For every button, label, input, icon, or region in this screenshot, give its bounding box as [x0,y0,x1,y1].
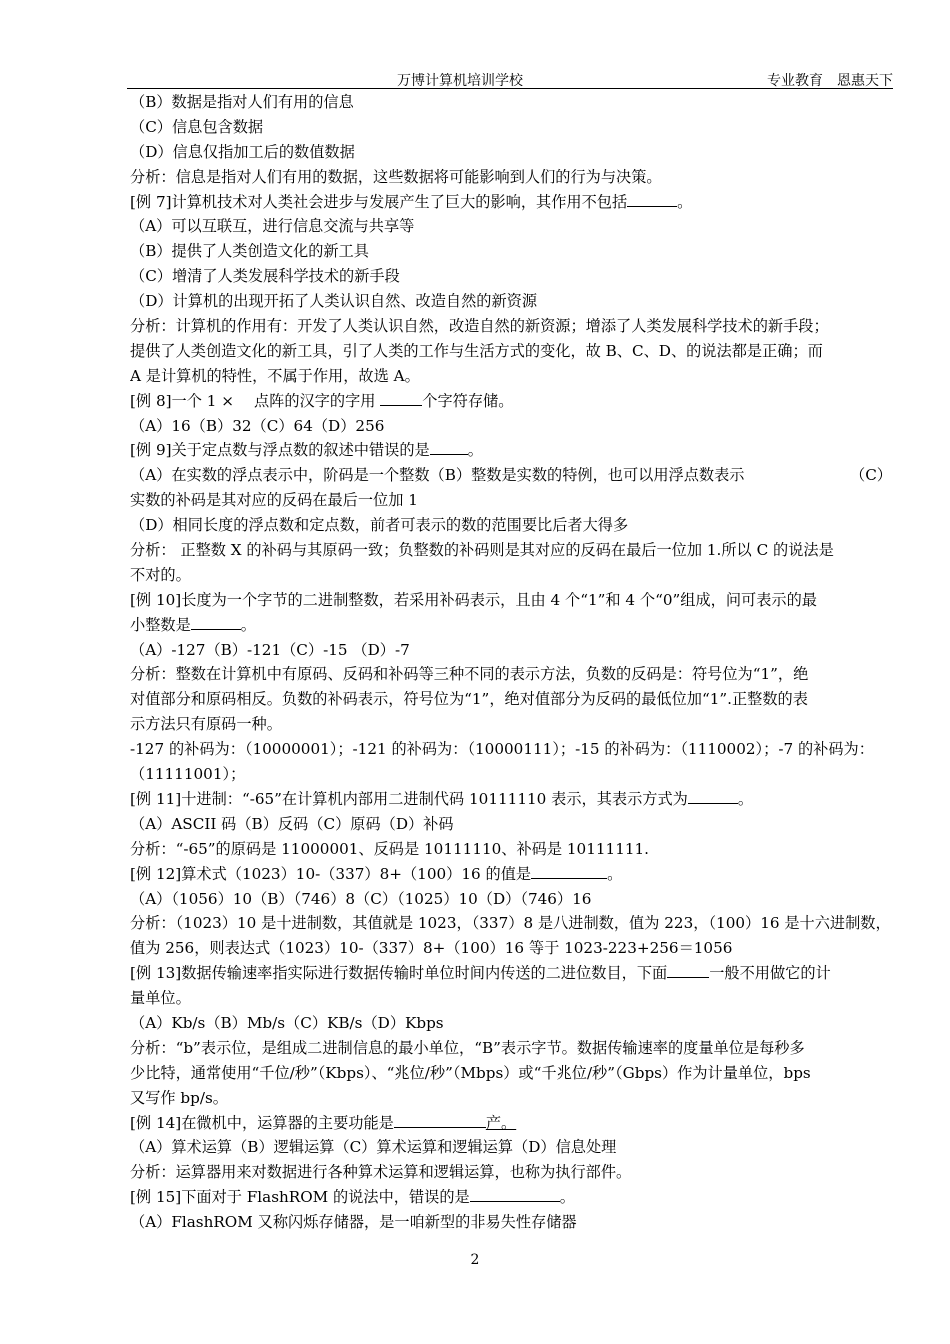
answer-blank [380,389,422,406]
option-line: （C）增清了人类发展科学技术的新手段 [130,267,400,286]
option-line: （A）Kb/s（B）Mb/s（C）KB/s（D）Kbps [130,1013,444,1032]
analysis-line: 又写作 bp/s。 [130,1088,228,1107]
analysis-line: 分析：运算器用来对数据进行各种算术运算和逻辑运算，也称为执行部件。 [130,1163,632,1182]
question-text: [例 7]计算机技术对人类社会进步与发展产生了巨大的影响，其作用不包括 [130,192,628,211]
answer-blank [531,862,607,879]
page-header [127,70,893,89]
analysis-line: 分析：（1023）10 是十进制数，其值就是 1023，（337）8 是八进制数，值为 223，（100）16 是十六进制数， [130,914,891,933]
analysis-line: 少比特，通常使用“千位/秒”（Kbps）、“兆位/秒”（Mbps）或“千兆位/秒”（Gbps）作为计量单位，bps [130,1063,811,1082]
question-text: [例 14]在微机中，运算器的主要功能是 [130,1113,394,1132]
question-tail: 。 [737,789,754,808]
question-12 [130,862,892,887]
question-13 [130,961,892,986]
analysis-line: 分析：计算机的作用有：开发了人类认识自然，改造自然的新资源；增添了人类发展科学技术的新手段； [130,317,829,336]
option-line [130,463,892,488]
question-tail: 个字符存储。 [422,391,514,410]
question-text: 小整数是 [130,615,191,634]
question-tail: 。 [607,864,623,883]
question-13-cont: 量单位。 [130,989,191,1008]
question-text: [例 15]下面对于 FlashROM 的说法中，错误的是 [130,1188,470,1207]
question-tail: 。 [240,615,256,634]
option-line: （A）-127（B）-121（C）-15 （D）-7 [130,640,410,659]
analysis-line: A 是计算机的特性，不属于作用，故选 A。 [130,366,420,385]
option-text: （A）在实数的浮点表示中，阶码是一个整数（B）整数是实数的特例，也可以用浮点数表示 [130,466,745,485]
analysis-line: 分析：“-65”的原码是 11000001、反码是 10111110、补码是 10111111. [130,839,650,858]
analysis-line: 分析：整数在计算机中有原码、反码和补码等三种不同的表示方法，负数的反码是：符号位为“1”，绝 [130,665,809,684]
answer-blank [627,190,677,207]
answer-blank [470,1185,560,1202]
analysis-line: 分析：信息是指对人们有用的数据，这些数据将可能影响到人们的行为与决策。 [130,167,662,186]
analysis-line: 对值部分和原码相反。负数的补码表示，符号位为“1”，绝对值部分为反码的最低位加“1”.正整数的表 [130,690,808,709]
analysis-line: -127 的补码为：（10000001）；-121 的补码为：（10000111）；-15 的补码为：（1110002）；-7 的补码为： [130,740,874,759]
question-10-cont [130,613,892,638]
question-14 [130,1111,892,1136]
option-line: 实数的补码是其对应的反码在最后一位加 1 [130,491,418,510]
question-text: [例 11]十进制：“-65”在计算机内部用二进制代码 10111110 表示，其表示方式为 [130,789,688,808]
question-text: [例 13]数据传输速率指实际进行数据传输时单位时间内传送的二进位数目，下面 [130,964,668,983]
answer-blank [430,438,468,455]
option-line: （A）16（B）32（C）64（D）256 [130,416,385,435]
option-line: （D）计算机的出现开拓了人类认识自然、改造自然的新资源 [130,292,538,311]
question-tail: 。 [467,441,483,460]
analysis-line: 提供了人类创造文化的新工具，引了人类的工作与生活方式的变化，故 B、C、D、的说法都是正确；而 [130,341,823,360]
header-school-name: 万博计算机培训学校 [397,73,523,89]
option-line: （D）信息仅指加工后的数值数据 [130,142,355,161]
document-body [130,90,892,1235]
question-10: [例 10]长度为一个字节的二进制整数，若采用补码表示，且由 4 个“1”和 4 个“0”组成，问可表示的最 [130,590,817,609]
option-line: （D）相同长度的浮点数和定点数，前者可表示的数的范围要比后者大得多 [130,516,629,535]
question-11 [130,787,892,812]
header-slogan: 专业教育 恩惠天下 [767,73,893,89]
question-tail: 产。 [485,1113,517,1132]
option-line: （A）可以互联互，进行信息交流与共享等 [130,217,415,236]
question-9 [130,438,892,463]
question-8 [130,389,892,414]
question-text: [例 12]算术式（1023）10-（337）8+（100）16 的值是 [130,864,532,883]
question-text: [例 8]一个 1 × 点阵的汉字的字用 [130,391,381,410]
answer-blank [394,1111,486,1128]
question-tail: 。 [559,1188,575,1207]
analysis-line: 不对的。 [130,565,191,584]
question-7 [130,190,892,215]
answer-blank [688,787,738,804]
question-tail: 一般不用做它的计 [709,964,831,983]
analysis-line: 分析：“b”表示位，是组成二进制信息的最小单位，“B”表示字节。数据传输速率的度量单位是每秒多 [130,1038,805,1057]
question-text: [例 9]关于定点数与浮点数的叙述中错误的是 [130,441,430,460]
answer-blank [191,613,241,630]
analysis-line: （11111001）； [130,765,246,784]
option-line: （A）ASCII 码（B）反码（C）原码（D）补码 [130,814,454,833]
option-line: （C）信息包含数据 [130,117,264,136]
analysis-line: 分析： 正整数 X 的补码与其原码一致；负整数的补码则是其对应的反码在最后一位加 1.所以 C 的说法是 [130,541,834,560]
analysis-line: 值为 256，则表达式（1023）10-（337）8+（100）16 等于 1023-223+256＝1056 [130,939,733,958]
page-number: 2 [470,1252,480,1268]
option-line: （B）数据是指对人们有用的信息 [130,93,354,111]
option-line: （A）FlashROM 又称闪烁存储器，是一咱新型的非易失性存储器 [130,1213,577,1232]
option-line: （A）（1056）10（B）（746）8（C）（1025）10（D）（746）16 [130,889,592,908]
option-line: （B）提供了人类创造文化的新工具 [130,242,369,261]
option-line: （A）算术运算（B）逻辑运算（C）算术运算和逻辑运算（D）信息处理 [130,1138,617,1157]
analysis-line: 示方法只有原码一种。 [130,715,282,734]
option-c-label: （C） [850,466,892,485]
question-15 [130,1185,892,1210]
answer-blank [667,961,709,978]
question-tail: 。 [677,192,693,211]
